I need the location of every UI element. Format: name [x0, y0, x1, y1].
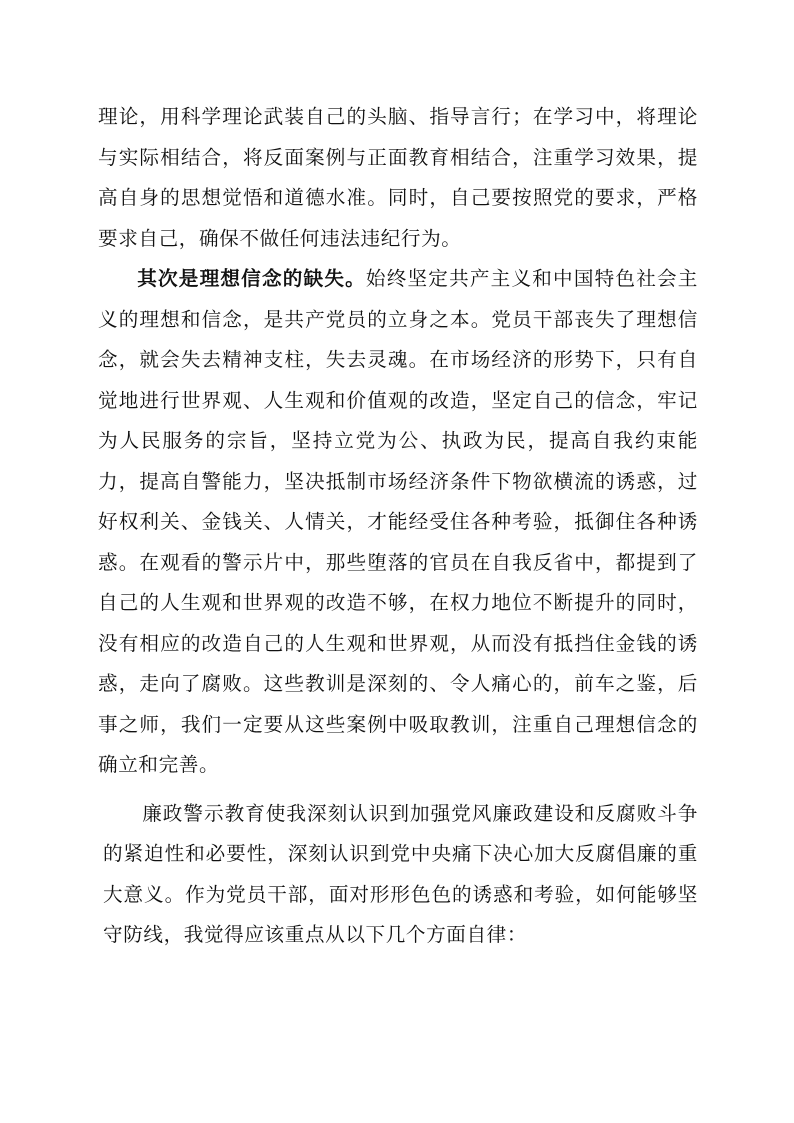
paragraph-2-text: 始终坚定共产主义和中国特色社会主义的理想和信念，是共产党员的立身之本。党员干部丧失了理想信念，就会失去精神支柱，失去灵魂。在市场经济的形势下，只有自觉地进行世界观、人生观和价值观的改造，坚定自己的信念，牢记为人民服务的宗旨，坚持立党为公、执政为民，提高自我约束能力，提高自警能力，坚决抵制市场经济条件下物欲横流的诱惑，过好权利关、金钱关、人情关，才能经受住各种考验，抵御住各种诱惑。在观看的警示片中，那些堕落的官员在自我反省中，都提到了自己的人生观和世界观的改造不够，在权力地位不断提升的同时，没有相应的改造自己的人生观和世界观，从而没有抵挡住金钱的诱惑，走向了腐败。这些教训是深刻的、令人痛心的，前车之鉴，后事之师，我们一定要从这些案例中吸取教训，注重自己理想信念的确立和完善。: [98, 267, 698, 776]
paragraph-2-heading: 其次是理想信念的缺失。: [137, 267, 366, 290]
paragraph-2: [98, 259, 698, 786]
document-body: [98, 97, 698, 956]
paragraph-3-text: 廉政警示教育使我深刻认识到加强党风廉政建设和反腐败斗争的紧迫性和必要性，深刻认识到党中央痛下决心加大反腐倡廉的重大意义。作为党员干部，面对形形色色的诱惑和考验，如何能够坚守防线，我觉得应该重点从以下几个方面自律：: [103, 801, 698, 946]
paragraph-1-text: 理论，用科学理论武装自己的头脑、指导言行；在学习中，将理论与实际相结合，将反面案例与正面教育相结合，注重学习效果，提高自身的思想觉悟和道德水准。同时，自己要按照党的要求，严格要求自己，确保不做任何违法违纪行为。: [98, 105, 698, 250]
paragraph-1: [98, 97, 698, 259]
paragraph-3: [98, 794, 698, 956]
